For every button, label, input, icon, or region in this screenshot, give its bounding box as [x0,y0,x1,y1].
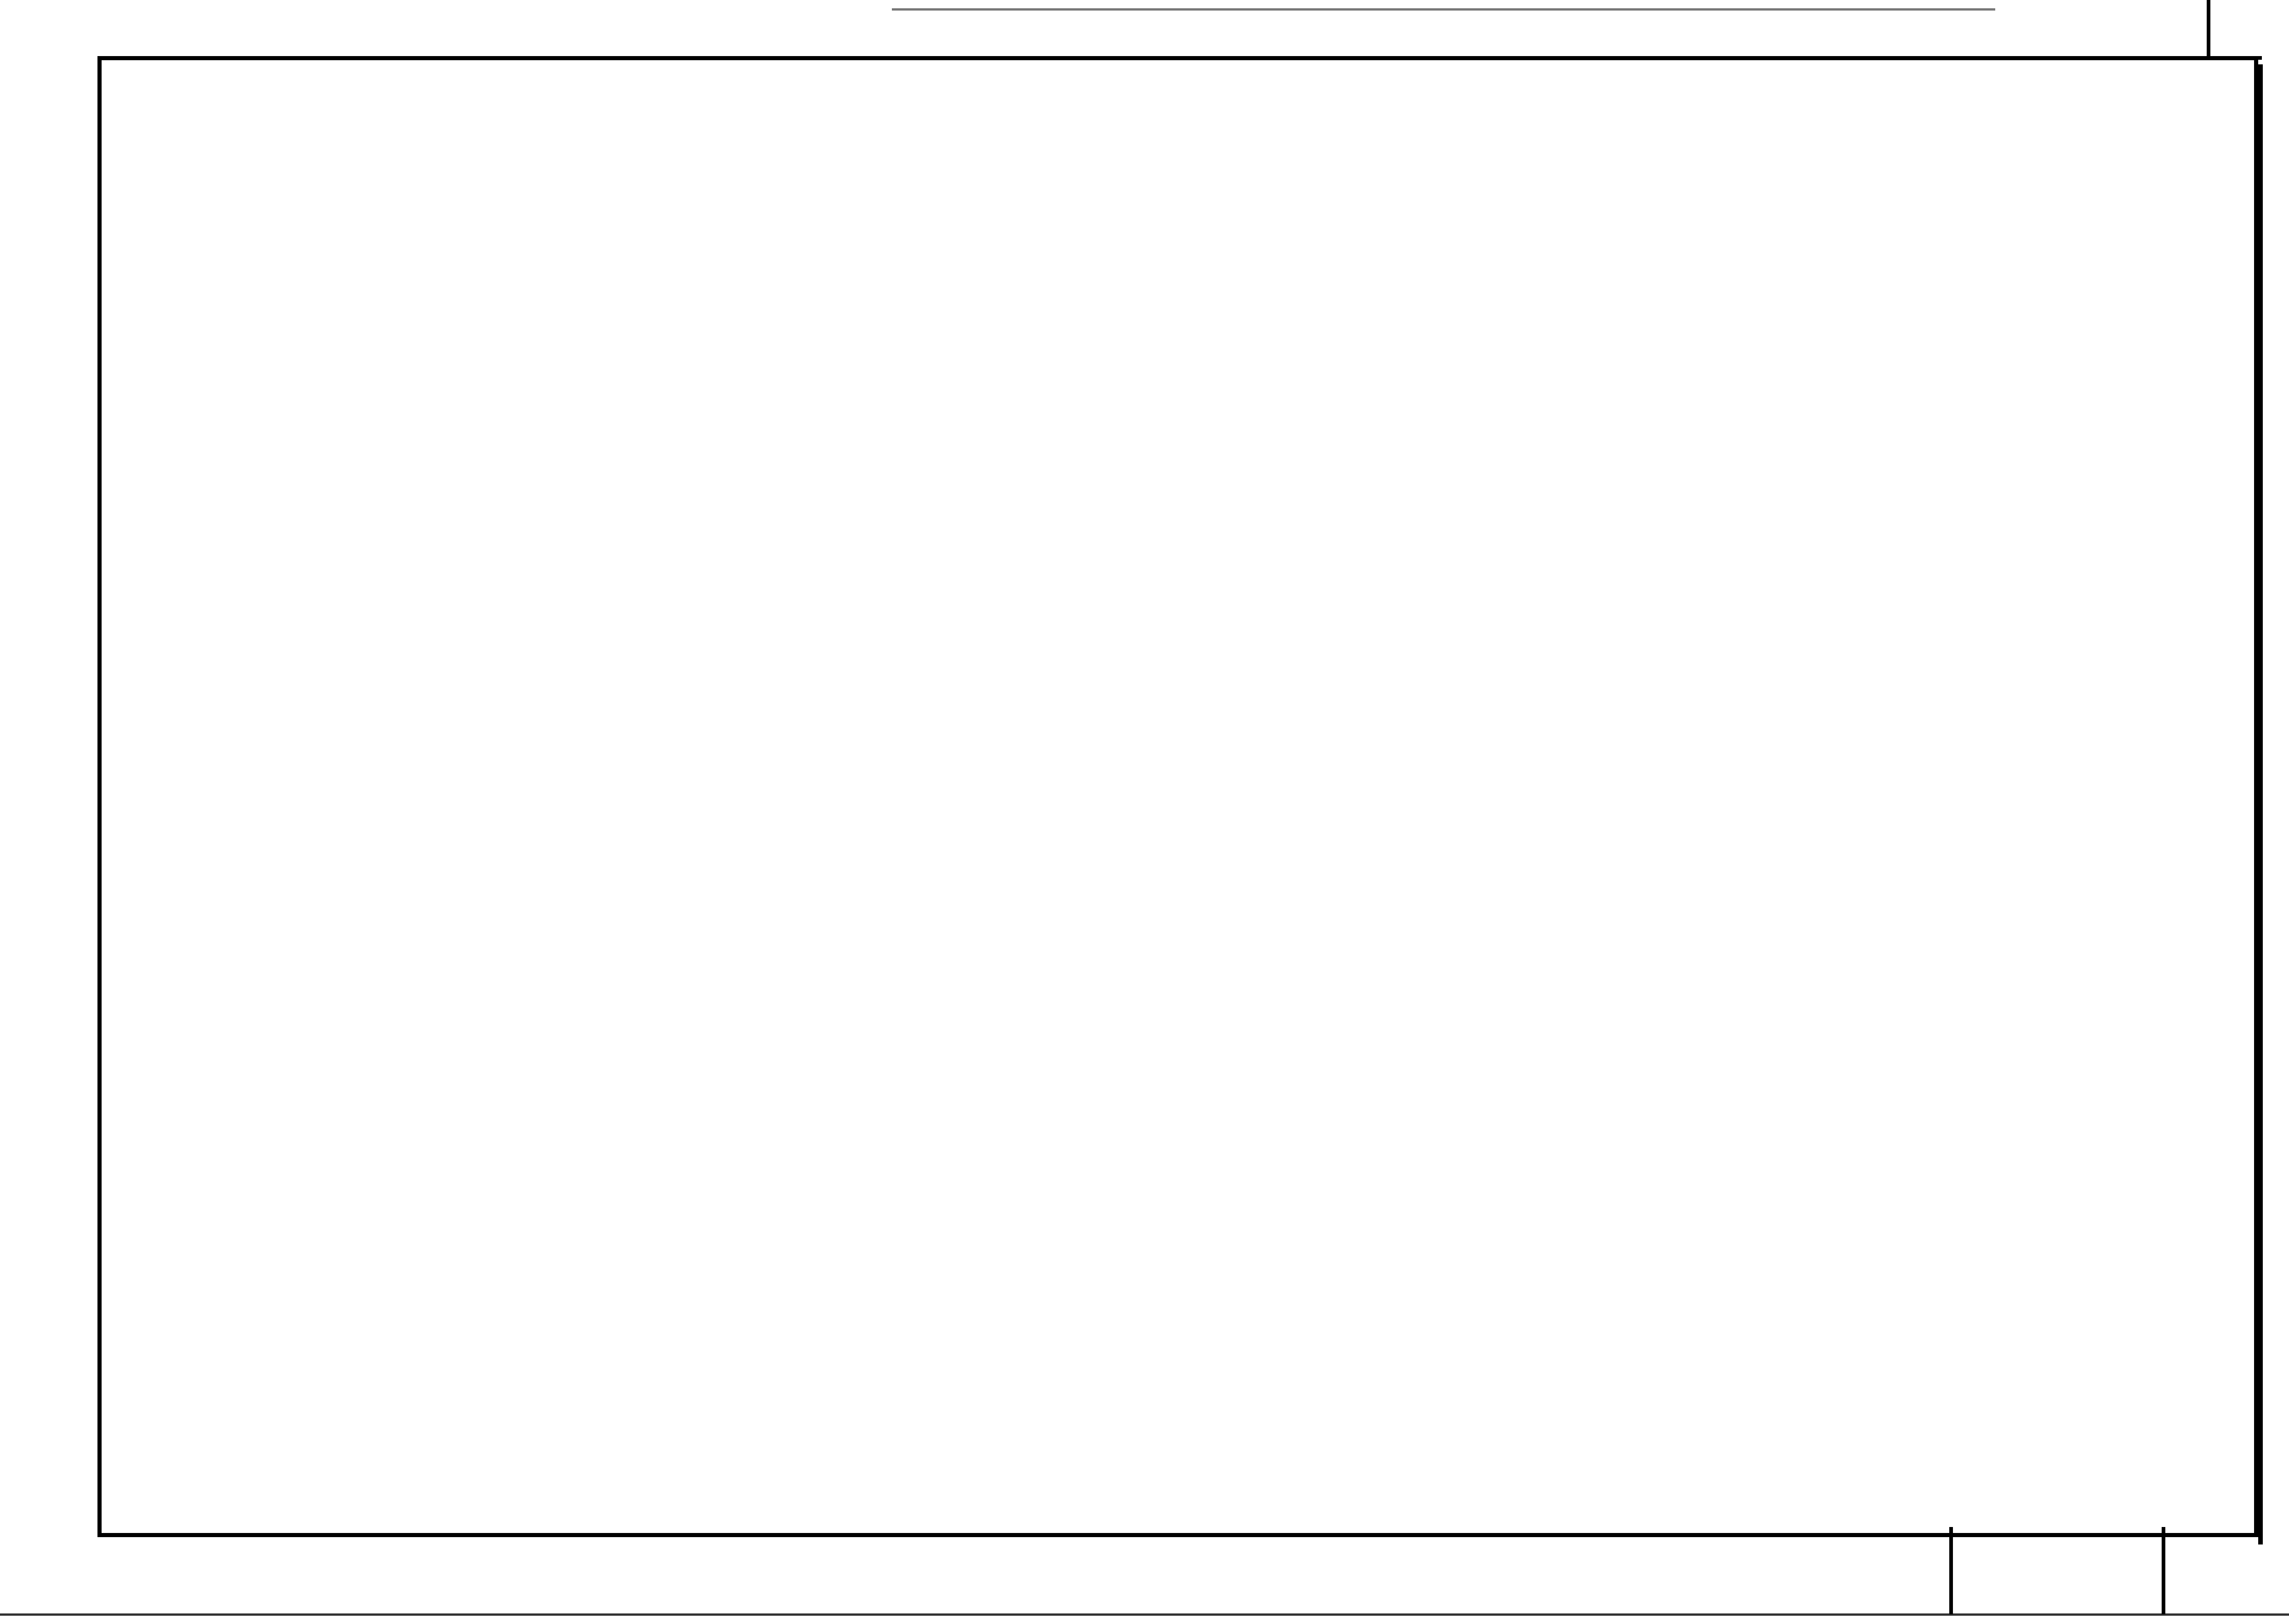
sheet-code-box [1949,1527,2165,1614]
page-number-top-box [2207,0,2262,60]
top-scan-line [892,8,1995,11]
frame-bottom-line [0,1613,2289,1616]
drawing-frame [97,56,2258,1537]
frame-shadow-right [2258,64,2263,1544]
